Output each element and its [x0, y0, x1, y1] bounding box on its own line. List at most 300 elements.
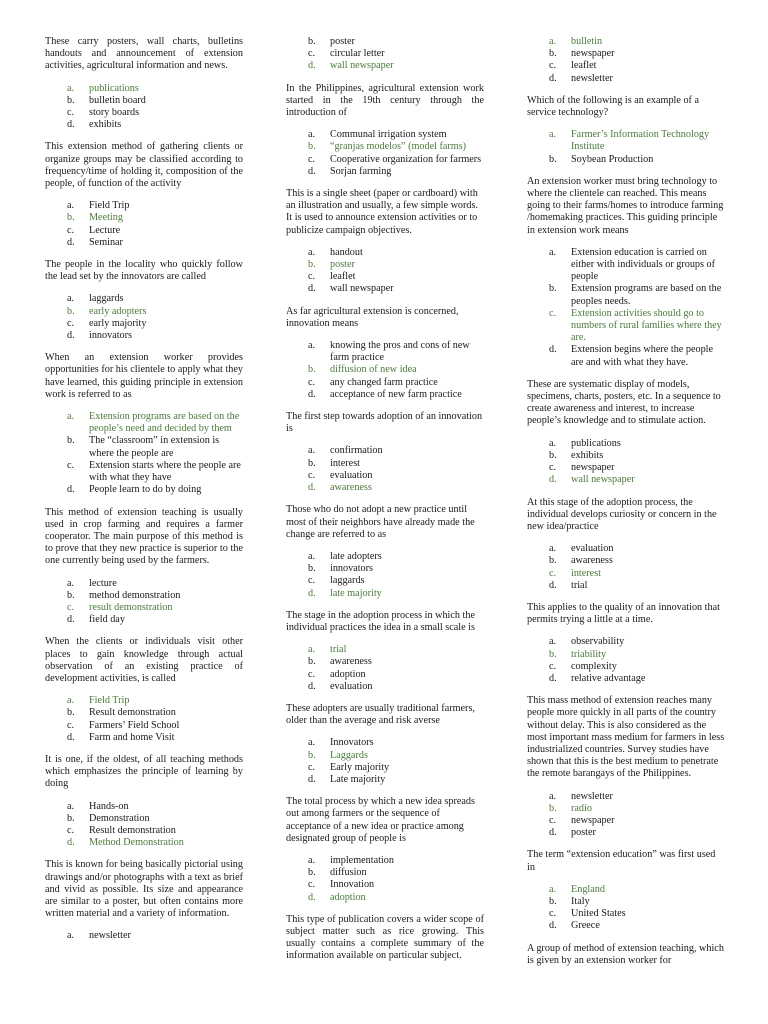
- option-text: acceptance of new farm practice: [330, 388, 462, 400]
- answer-option: [67, 237, 243, 249]
- option-letter: c.: [549, 908, 557, 920]
- option-text: adoption: [330, 891, 366, 903]
- option-letter: a.: [67, 200, 75, 212]
- option-letter: b.: [308, 36, 316, 47]
- question-text: The stage in the adoption process in which the individual practices the idea in a small scale is: [286, 609, 475, 633]
- option-text: Field Trip: [89, 200, 130, 212]
- answer-option-correct: [549, 803, 725, 815]
- option-letter: b.: [549, 555, 557, 567]
- answer-option: [549, 543, 725, 555]
- option-text: circular letter: [330, 48, 385, 60]
- option-letter: c.: [308, 761, 316, 773]
- answer-option-correct: [67, 212, 243, 224]
- option-text: newspaper: [571, 48, 615, 60]
- option-letter: a.: [549, 129, 557, 141]
- option-text: awareness: [330, 482, 372, 494]
- option-letter: b.: [308, 141, 316, 153]
- option-letter: a.: [67, 930, 75, 942]
- answer-option: [308, 470, 484, 482]
- option-letter: c.: [67, 224, 75, 236]
- option-text: Italy: [571, 895, 590, 907]
- option-letter: b.: [308, 364, 316, 376]
- answer-option: [308, 166, 484, 178]
- option-letter: d.: [308, 165, 316, 177]
- option-text: any changed farm practice: [330, 376, 438, 388]
- option-letter: c.: [308, 271, 316, 283]
- option-text: field day: [89, 614, 125, 626]
- answer-option: [549, 73, 725, 85]
- option-text: story boards: [89, 107, 140, 119]
- answer-option-correct: [308, 750, 484, 762]
- option-text: diffusion of new idea: [330, 364, 417, 376]
- answer-option: [549, 896, 725, 908]
- option-text: Communal irrigation system: [330, 129, 447, 141]
- answer-option-correct: [308, 364, 484, 376]
- answer-option: [308, 879, 484, 891]
- option-text: relative advantage: [571, 672, 646, 684]
- answer-options: [45, 801, 243, 850]
- answer-option: [67, 732, 243, 744]
- answer-option: [67, 707, 243, 719]
- option-text: Greece: [571, 920, 600, 932]
- option-letter: a.: [308, 644, 316, 656]
- option-text: innovators: [89, 330, 133, 342]
- option-text: publications: [89, 82, 139, 94]
- option-text: radio: [571, 802, 592, 814]
- option-letter: d.: [67, 614, 75, 626]
- option-letter: d.: [308, 60, 316, 72]
- option-text: awareness: [330, 656, 372, 668]
- answer-option: [549, 791, 725, 803]
- option-letter: a.: [67, 411, 75, 423]
- option-text: Early majority: [330, 761, 390, 773]
- answer-option: [549, 247, 725, 284]
- option-text: Sorjan farming: [330, 165, 392, 177]
- answer-option: [308, 247, 484, 259]
- answer-option-correct: [67, 837, 243, 849]
- option-letter: b.: [308, 259, 316, 271]
- option-text: leaflet: [571, 60, 597, 72]
- answer-option: [549, 908, 725, 920]
- answer-options: [286, 551, 484, 600]
- answer-option-correct: [67, 695, 243, 707]
- option-text: trial: [330, 644, 347, 656]
- answer-option: [549, 60, 725, 72]
- option-letter: a.: [308, 737, 316, 749]
- answer-option: [308, 283, 484, 295]
- option-letter: d.: [549, 474, 557, 486]
- answer-option: [308, 445, 484, 457]
- option-letter: d.: [549, 920, 557, 932]
- question-text: The total process by which a new idea spreads out among farmers or the sequence of acceptance of a new idea or practice among designated group of people is: [286, 796, 475, 844]
- answer-option: [549, 636, 725, 648]
- answer-options: [286, 129, 484, 178]
- answer-option: [67, 813, 243, 825]
- answer-option-correct: [308, 60, 484, 72]
- option-letter: b.: [67, 589, 75, 601]
- option-text: interest: [571, 567, 601, 579]
- option-text: handout: [330, 246, 363, 258]
- question-text: This method of extension teaching is usually used in crop farming and requires a farmer cooperator. The main purpose of this method is to prove that they new practice is superior to the one currently being used by the farmers.: [45, 506, 243, 567]
- option-text: wall newspaper: [330, 283, 394, 295]
- column-2: [286, 36, 484, 973]
- option-text: exhibits: [571, 449, 604, 461]
- option-text: The “classroom” in extension is where the people are: [89, 435, 220, 459]
- answer-option: [67, 720, 243, 732]
- option-letter: c.: [67, 107, 75, 119]
- question-text: This applies to the quality of an innovation that permits trying a little at a time.: [527, 601, 720, 626]
- answer-option: [308, 774, 484, 786]
- option-letter: b.: [549, 895, 557, 907]
- answer-option: [549, 283, 725, 307]
- answer-option: [308, 681, 484, 693]
- option-text: Demonstration: [89, 812, 150, 824]
- option-letter: a.: [67, 695, 75, 707]
- option-text: exhibits: [89, 119, 122, 131]
- option-letter: b.: [308, 563, 316, 575]
- option-letter: d.: [549, 344, 557, 356]
- answer-option: [549, 48, 725, 60]
- option-text: knowing the pros and cons of new farm practice: [330, 340, 470, 364]
- option-letter: d.: [308, 587, 316, 599]
- option-letter: d.: [308, 388, 316, 400]
- option-text: implementation: [330, 854, 394, 866]
- option-letter: a.: [67, 82, 75, 94]
- option-letter: c.: [67, 824, 75, 836]
- option-letter: b.: [308, 867, 316, 879]
- option-letter: c.: [549, 462, 557, 474]
- option-text: Extension starts where the people are with what they have: [89, 459, 241, 484]
- option-letter: c.: [549, 307, 557, 319]
- column-1: [45, 36, 243, 953]
- answer-options: [286, 36, 484, 73]
- option-text: evaluation: [330, 680, 373, 692]
- option-letter: c.: [67, 459, 75, 471]
- answer-option: [549, 344, 725, 368]
- answer-options: [527, 129, 725, 166]
- option-letter: b.: [67, 305, 75, 317]
- answer-option: [67, 119, 243, 131]
- option-text: poster: [571, 827, 596, 839]
- answer-option-correct: [549, 884, 725, 896]
- option-text: Extension education is carried on either with individuals or groups of people: [571, 246, 716, 283]
- option-letter: b.: [308, 457, 316, 469]
- option-text: complexity: [571, 660, 617, 672]
- option-letter: b.: [308, 749, 316, 761]
- column-3: [527, 36, 725, 977]
- answer-option: [308, 271, 484, 283]
- answer-option-correct: [67, 306, 243, 318]
- option-letter: d.: [308, 891, 316, 903]
- answer-option: [308, 669, 484, 681]
- option-text: Cooperative organization for farmers: [330, 153, 482, 165]
- option-text: newsletter: [89, 930, 131, 942]
- option-letter: c.: [308, 469, 316, 481]
- answer-options: [527, 543, 725, 592]
- answer-options: [45, 411, 243, 496]
- option-letter: c.: [308, 48, 316, 60]
- option-text: “granjas modelos” (model farms): [330, 141, 467, 153]
- option-letter: b.: [67, 212, 75, 224]
- option-letter: b.: [67, 94, 75, 106]
- option-text: Extension begins where the people are and with what they have.: [571, 344, 714, 368]
- answer-option: [549, 154, 725, 166]
- answer-option: [67, 107, 243, 119]
- option-letter: c.: [308, 376, 316, 388]
- option-text: laggards: [330, 575, 365, 587]
- option-letter: c.: [67, 601, 75, 613]
- option-letter: c.: [308, 575, 316, 587]
- option-letter: a.: [549, 36, 557, 47]
- answer-option: [308, 563, 484, 575]
- answer-option: [549, 827, 725, 839]
- option-text: poster: [330, 259, 355, 271]
- answer-option: [67, 95, 243, 107]
- answer-option: [308, 154, 484, 166]
- answer-option: [67, 330, 243, 342]
- option-letter: b.: [549, 802, 557, 814]
- option-letter: c.: [549, 60, 557, 72]
- question-text: An extension worker must bring technology to where the clientele can reached. This means going to their farms/homes to introduce farming /homemaking practices. This guiding principle in extension work means: [527, 175, 724, 236]
- question-text: Which of the following is an example of a service technology?: [527, 94, 700, 119]
- question-text: This type of publication covers a wider scope of subject matter such as rice growing. This usually contains a complete summary of the information available on particular subject.: [286, 913, 484, 962]
- question-text: This extension method of gathering clients or organize groups may be classified according to frequency/time of holding it, composition of the people, of function of the activity: [45, 141, 243, 190]
- option-letter: c.: [308, 153, 316, 165]
- answer-options: [286, 340, 484, 401]
- answer-option-correct: [308, 892, 484, 904]
- option-text: newsletter: [571, 790, 613, 802]
- question-text: These adopters are usually traditional farmers, older than the average and risk averse: [286, 702, 475, 727]
- option-text: early adopters: [89, 305, 147, 317]
- answer-option-correct: [308, 644, 484, 656]
- answer-option: [67, 460, 243, 484]
- option-letter: b.: [67, 435, 75, 447]
- answer-options: [527, 438, 725, 487]
- option-text: Hands-on: [89, 800, 129, 812]
- option-letter: d.: [67, 731, 75, 743]
- option-letter: a.: [308, 445, 316, 457]
- option-text: Innovators: [330, 737, 374, 749]
- answer-option: [67, 578, 243, 590]
- answer-option: [67, 225, 243, 237]
- question-text: At this stage of the adoption process, the individual develops curiosity or concern in the new idea/practice: [527, 496, 717, 532]
- option-text: late majority: [330, 587, 382, 599]
- option-text: poster: [330, 36, 355, 47]
- answer-options: [527, 247, 725, 369]
- option-text: Soybean Production: [571, 153, 654, 165]
- answer-options: [527, 636, 725, 685]
- option-text: Meeting: [89, 212, 123, 224]
- option-letter: d.: [308, 680, 316, 692]
- option-letter: a.: [308, 854, 316, 866]
- option-letter: a.: [549, 543, 557, 555]
- answer-option: [308, 340, 484, 364]
- answer-option-correct: [549, 474, 725, 486]
- answer-option: [308, 129, 484, 141]
- option-letter: d.: [549, 827, 557, 839]
- option-text: awareness: [571, 555, 613, 567]
- option-letter: a.: [549, 883, 557, 895]
- option-text: Field Trip: [89, 695, 130, 707]
- option-letter: d.: [67, 484, 75, 496]
- option-letter: a.: [308, 550, 316, 562]
- option-letter: c.: [549, 567, 557, 579]
- answer-options: [45, 293, 243, 342]
- answer-option-correct: [67, 411, 243, 435]
- answer-options: [45, 200, 243, 249]
- option-text: United States: [571, 908, 626, 920]
- option-letter: d.: [308, 283, 316, 295]
- option-text: Result demonstration: [89, 824, 176, 836]
- option-text: evaluation: [571, 543, 614, 555]
- answer-option: [549, 580, 725, 592]
- option-text: laggards: [89, 293, 124, 305]
- question-text: When the clients or individuals visit other places to gain knowledge through actual observation of an existing practice of development activities, is called: [45, 636, 243, 684]
- answer-option-correct: [67, 602, 243, 614]
- option-text: observability: [571, 636, 625, 648]
- option-text: early majority: [89, 317, 147, 329]
- option-letter: a.: [67, 800, 75, 812]
- option-text: wall newspaper: [571, 474, 635, 486]
- option-letter: b.: [549, 449, 557, 461]
- question-text: These carry posters, wall charts, bulletins handouts and announcement of extension activities, agricultural information and news.: [45, 36, 243, 72]
- question-text: This is known for being basically pictorial using drawings and/or photographs with a text as brief and vivid as possible. Its size and appearance are similar to a poster, but often contains more written material and a variety of information.: [45, 859, 243, 920]
- option-text: evaluation: [330, 469, 373, 481]
- answer-options: [45, 578, 243, 627]
- option-text: Farm and home Visit: [89, 731, 175, 743]
- option-letter: d.: [308, 773, 316, 785]
- option-text: Laggards: [330, 749, 368, 761]
- question-text: Those who do not adopt a new practice until most of their neighbors have already made the change are referred to as: [286, 504, 475, 540]
- option-letter: c.: [67, 719, 75, 731]
- option-text: wall newspaper: [330, 60, 394, 72]
- option-text: Extension programs are based on the peoples needs.: [571, 283, 722, 307]
- answer-option: [308, 855, 484, 867]
- answer-option: [308, 575, 484, 587]
- answer-option-correct: [549, 649, 725, 661]
- answer-option: [549, 673, 725, 685]
- option-letter: a.: [549, 246, 557, 258]
- answer-option: [308, 389, 484, 401]
- option-letter: c.: [308, 879, 316, 891]
- question-text: This is a single sheet (paper or cardboard) with an illustration and usually, a few simple words. It is used to announce extension activities or to publicize campaign objectives.: [286, 188, 479, 236]
- option-text: Result demonstration: [89, 707, 176, 719]
- option-text: result demonstration: [89, 601, 173, 613]
- option-text: newsletter: [571, 72, 613, 84]
- answer-option: [308, 656, 484, 668]
- option-text: interest: [330, 457, 360, 469]
- option-letter: b.: [67, 812, 75, 824]
- option-letter: a.: [67, 293, 75, 305]
- answer-options: [286, 644, 484, 693]
- option-letter: a.: [549, 790, 557, 802]
- option-text: adoption: [330, 668, 366, 680]
- option-text: publications: [571, 437, 621, 449]
- option-letter: d.: [308, 482, 316, 494]
- answer-option: [308, 867, 484, 879]
- answer-option-correct: [308, 141, 484, 153]
- answer-option: [308, 458, 484, 470]
- option-letter: a.: [308, 129, 316, 141]
- answer-options: [286, 737, 484, 786]
- option-text: Extension programs are based on the people’s need and decided by them: [89, 411, 240, 435]
- option-text: England: [571, 883, 605, 895]
- answer-options: [45, 930, 243, 942]
- option-letter: c.: [549, 660, 557, 672]
- option-text: late adopters: [330, 550, 382, 562]
- answer-option: [67, 801, 243, 813]
- option-letter: a.: [549, 636, 557, 648]
- question-text: The term “extension education” was first used in: [527, 849, 716, 873]
- question-text: This mass method of extension reaches many people more quickly in all parts of the country without delay. This is also considered as the most important mass medium for farmers in less industrialized countries. Survey studies have shown that this is the best medium to penetrate the remote barangays of the Philippines.: [527, 695, 725, 780]
- answer-option: [308, 762, 484, 774]
- option-letter: a.: [67, 577, 75, 589]
- answer-option: [549, 555, 725, 567]
- option-letter: b.: [549, 48, 557, 60]
- question-text: The people in the locality who quickly follow the lead set by the innovators are called: [45, 259, 243, 283]
- option-text: triability: [571, 648, 607, 660]
- option-letter: d.: [67, 330, 75, 342]
- answer-option: [549, 450, 725, 462]
- option-letter: a.: [308, 340, 316, 352]
- answer-option: [549, 815, 725, 827]
- answer-option: [308, 377, 484, 389]
- answer-options: [45, 695, 243, 744]
- option-text: bulletin: [571, 36, 603, 47]
- answer-option-correct: [549, 129, 725, 153]
- answer-option-correct: [549, 308, 725, 345]
- answer-option: [67, 200, 243, 212]
- option-text: People learn to do by doing: [89, 484, 202, 496]
- option-text: confirmation: [330, 445, 383, 457]
- option-text: Innovation: [330, 879, 375, 891]
- option-text: Farmer’s Information Technology Institute: [571, 129, 710, 153]
- option-text: bulletin board: [89, 94, 146, 106]
- option-letter: d.: [67, 837, 75, 849]
- answer-option-correct: [67, 83, 243, 95]
- answer-option: [67, 930, 243, 942]
- answer-option-correct: [308, 482, 484, 494]
- option-text: Farmers’ Field School: [89, 719, 180, 731]
- question-text: The first step towards adoption of an innovation is: [286, 411, 483, 435]
- option-letter: b.: [308, 656, 316, 668]
- answer-options: [286, 855, 484, 904]
- answer-option: [549, 462, 725, 474]
- option-text: Extension activities should go to numbers of rural families where they are.: [571, 307, 722, 344]
- option-text: Method Demonstration: [89, 837, 184, 849]
- answer-options: [45, 83, 243, 132]
- option-letter: d.: [549, 672, 557, 684]
- option-letter: d.: [549, 579, 557, 591]
- option-letter: d.: [549, 72, 557, 84]
- option-letter: a.: [549, 437, 557, 449]
- answer-options: [527, 791, 725, 840]
- option-text: lecture: [89, 577, 117, 589]
- question-text: As far agricultural extension is concerned, innovation means: [286, 305, 459, 329]
- answer-option: [67, 484, 243, 496]
- question-text: A group of method of extension teaching, which is given by an extension worker for: [527, 942, 724, 966]
- answer-options: [286, 247, 484, 296]
- option-letter: d.: [67, 236, 75, 248]
- answer-option: [67, 614, 243, 626]
- question-text: When an extension worker provides opportunities for his clientele to apply what they have learned, this guiding principle in extension work is referred to as: [45, 352, 243, 400]
- answer-option: [549, 920, 725, 932]
- option-text: diffusion: [330, 867, 367, 879]
- question-text: It is one, if the oldest, of all teaching methods which emphasizes the principle of learning by doing: [45, 753, 243, 790]
- option-text: newspaper: [571, 462, 615, 474]
- option-letter: b.: [549, 283, 557, 295]
- option-letter: c.: [308, 668, 316, 680]
